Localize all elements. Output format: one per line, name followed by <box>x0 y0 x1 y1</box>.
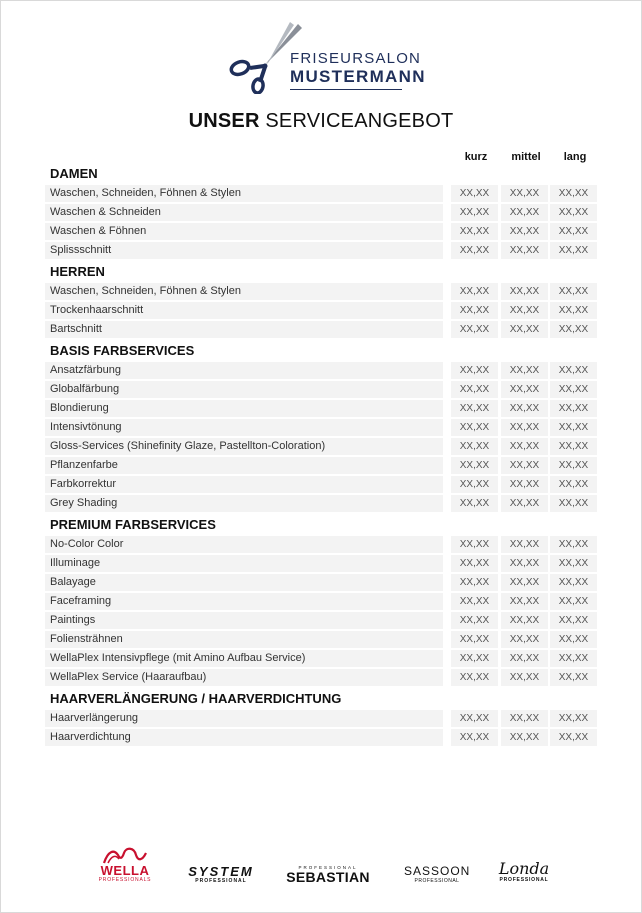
page-title <box>0 110 642 133</box>
service-row <box>45 418 600 437</box>
price-kurz: XX,XX <box>451 223 498 240</box>
price-mittel: XX,XX <box>501 223 548 240</box>
service-name: Intensivtönung <box>45 419 443 436</box>
service-row <box>45 380 600 399</box>
price-mittel: XX,XX <box>501 476 548 493</box>
price-mittel: XX,XX <box>501 321 548 338</box>
price-mittel: XX,XX <box>501 555 548 572</box>
price-kurz: XX,XX <box>451 400 498 417</box>
service-row <box>45 535 600 554</box>
price-mittel: XX,XX <box>501 574 548 591</box>
wella-name: WELLA <box>100 863 150 878</box>
price-kurz: XX,XX <box>451 321 498 338</box>
service-row <box>45 399 600 418</box>
service-name: Waschen, Schneiden, Föhnen & Stylen <box>45 283 443 300</box>
salon-logo <box>228 22 426 94</box>
price-lang: XX,XX <box>550 242 597 259</box>
logo-line1: FRISEURSALON <box>290 50 422 67</box>
price-lang: XX,XX <box>550 650 597 667</box>
section-title: HAARVERLÄNGERUNG / HAARVERDICHTUNG <box>50 691 342 706</box>
price-lang: XX,XX <box>550 669 597 686</box>
price-kurz: XX,XX <box>451 612 498 629</box>
price-mittel: XX,XX <box>501 729 548 746</box>
service-row <box>45 361 600 380</box>
system-name: SYSTEM <box>188 864 254 879</box>
service-name: Gloss-Services (Shinefinity Glaze, Pastellton-Coloration) <box>45 438 443 455</box>
brand-logos <box>80 845 560 890</box>
service-row <box>45 649 600 668</box>
service-name: Grey Shading <box>45 495 443 512</box>
price-kurz: XX,XX <box>451 631 498 648</box>
column-header-mittel: mittel <box>511 151 541 163</box>
price-mittel: XX,XX <box>501 242 548 259</box>
price-lang: XX,XX <box>550 457 597 474</box>
price-mittel: XX,XX <box>501 185 548 202</box>
sassoon-sub: PROFESSIONAL <box>414 878 460 884</box>
sebastian-logo <box>282 865 374 884</box>
service-name: Trockenhaarschnitt <box>45 302 443 319</box>
londa-sub: PROFESSIONAL <box>499 877 549 883</box>
price-kurz: XX,XX <box>451 574 498 591</box>
wella-sub: PROFESSIONALS <box>98 877 152 883</box>
price-mittel: XX,XX <box>501 381 548 398</box>
system-logo <box>188 865 254 884</box>
price-mittel: XX,XX <box>501 362 548 379</box>
service-name: Waschen & Föhnen <box>45 223 443 240</box>
service-name: Haarverlängerung <box>45 710 443 727</box>
sassoon-name: SASSOON <box>404 864 471 878</box>
service-row <box>45 241 600 260</box>
price-mittel: XX,XX <box>501 419 548 436</box>
price-lang: XX,XX <box>550 381 597 398</box>
price-kurz: XX,XX <box>451 362 498 379</box>
service-row <box>45 184 600 203</box>
price-lang: XX,XX <box>550 476 597 493</box>
price-kurz: XX,XX <box>451 419 498 436</box>
price-kurz: XX,XX <box>451 593 498 610</box>
column-header-lang: lang <box>563 151 587 163</box>
price-mittel: XX,XX <box>501 593 548 610</box>
price-kurz: XX,XX <box>451 185 498 202</box>
service-row <box>45 630 600 649</box>
price-lang: XX,XX <box>550 204 597 221</box>
service-name: Illuminage <box>45 555 443 572</box>
price-mittel: XX,XX <box>501 612 548 629</box>
price-lang: XX,XX <box>550 593 597 610</box>
price-lang: XX,XX <box>550 612 597 629</box>
price-lang: XX,XX <box>550 283 597 300</box>
price-lang: XX,XX <box>550 400 597 417</box>
service-name: Foliensträhnen <box>45 631 443 648</box>
service-name: Farbkorrektur <box>45 476 443 493</box>
price-kurz: XX,XX <box>451 283 498 300</box>
price-lang: XX,XX <box>550 495 597 512</box>
section-title: DAMEN <box>50 166 98 181</box>
sassoon-logo <box>404 865 470 884</box>
service-row <box>45 494 600 513</box>
service-name: Pflanzenfarbe <box>45 457 443 474</box>
service-row <box>45 668 600 687</box>
service-row <box>45 611 600 630</box>
service-name: WellaPlex Intensivpflege (mit Amino Aufbau Service) <box>45 650 443 667</box>
service-name: No-Color Color <box>45 536 443 553</box>
price-kurz: XX,XX <box>451 204 498 221</box>
service-row <box>45 554 600 573</box>
sebastian-top: PROFESSIONAL <box>298 865 358 870</box>
price-mittel: XX,XX <box>501 631 548 648</box>
service-row <box>45 709 600 728</box>
price-mittel: XX,XX <box>501 650 548 667</box>
section-title: PREMIUM FARBSERVICES <box>50 517 216 532</box>
price-kurz: XX,XX <box>451 729 498 746</box>
service-row <box>45 728 600 747</box>
service-row <box>45 222 600 241</box>
price-lang: XX,XX <box>550 574 597 591</box>
price-mittel: XX,XX <box>501 536 548 553</box>
section-title: BASIS FARBSERVICES <box>50 343 195 358</box>
price-kurz: XX,XX <box>451 438 498 455</box>
price-mittel: XX,XX <box>501 669 548 686</box>
sebastian-name: SEBASTIAN <box>286 869 370 885</box>
price-kurz: XX,XX <box>451 476 498 493</box>
logo-rule <box>290 89 402 90</box>
service-row <box>45 592 600 611</box>
service-row <box>45 437 600 456</box>
price-lang: XX,XX <box>550 223 597 240</box>
price-mittel: XX,XX <box>501 495 548 512</box>
price-kurz: XX,XX <box>451 650 498 667</box>
price-mittel: XX,XX <box>501 457 548 474</box>
service-row <box>45 573 600 592</box>
price-lang: XX,XX <box>550 185 597 202</box>
service-name: Balayage <box>45 574 443 591</box>
service-row <box>45 282 600 301</box>
service-row <box>45 475 600 494</box>
price-mittel: XX,XX <box>501 302 548 319</box>
price-lang: XX,XX <box>550 729 597 746</box>
londa-name: Londa <box>498 859 550 878</box>
wella-logo <box>92 847 158 883</box>
price-mittel: XX,XX <box>501 710 548 727</box>
price-lang: XX,XX <box>550 302 597 319</box>
service-name: Ansatzfärbung <box>45 362 443 379</box>
service-row <box>45 320 600 339</box>
price-kurz: XX,XX <box>451 242 498 259</box>
price-lang: XX,XX <box>550 536 597 553</box>
price-kurz: XX,XX <box>451 381 498 398</box>
price-lang: XX,XX <box>550 631 597 648</box>
price-kurz: XX,XX <box>451 457 498 474</box>
service-name: Haarverdichtung <box>45 729 443 746</box>
price-kurz: XX,XX <box>451 302 498 319</box>
system-sub: PROFESSIONAL <box>195 878 247 884</box>
service-name: Blondierung <box>45 400 443 417</box>
price-mittel: XX,XX <box>501 400 548 417</box>
section-title: HERREN <box>50 264 105 279</box>
service-name: Splissschnitt <box>45 242 443 259</box>
price-kurz: XX,XX <box>451 536 498 553</box>
price-lang: XX,XX <box>550 710 597 727</box>
price-lang: XX,XX <box>550 321 597 338</box>
service-name: WellaPlex Service (Haaraufbau) <box>45 669 443 686</box>
price-kurz: XX,XX <box>451 495 498 512</box>
londa-logo <box>496 861 552 883</box>
price-mittel: XX,XX <box>501 204 548 221</box>
service-row <box>45 301 600 320</box>
price-lang: XX,XX <box>550 555 597 572</box>
sections-container <box>45 162 600 747</box>
column-header-kurz: kurz <box>464 151 488 163</box>
price-mittel: XX,XX <box>501 283 548 300</box>
service-name: Paintings <box>45 612 443 629</box>
service-name: Waschen, Schneiden, Föhnen & Stylen <box>45 185 443 202</box>
service-row <box>45 203 600 222</box>
title-light: SERVICEANGEBOT <box>265 110 454 132</box>
title-bold: UNSER <box>188 110 260 132</box>
logo-text <box>290 50 426 90</box>
price-kurz: XX,XX <box>451 555 498 572</box>
price-mittel: XX,XX <box>501 438 548 455</box>
price-lang: XX,XX <box>550 362 597 379</box>
price-kurz: XX,XX <box>451 669 498 686</box>
price-lang: XX,XX <box>550 419 597 436</box>
service-row <box>45 456 600 475</box>
service-name: Bartschnitt <box>45 321 443 338</box>
service-name: Globalfärbung <box>45 381 443 398</box>
service-name: Faceframing <box>45 593 443 610</box>
service-name: Waschen & Schneiden <box>45 204 443 221</box>
price-kurz: XX,XX <box>451 710 498 727</box>
price-lang: XX,XX <box>550 438 597 455</box>
logo-line2: MUSTERMANN <box>290 67 426 86</box>
